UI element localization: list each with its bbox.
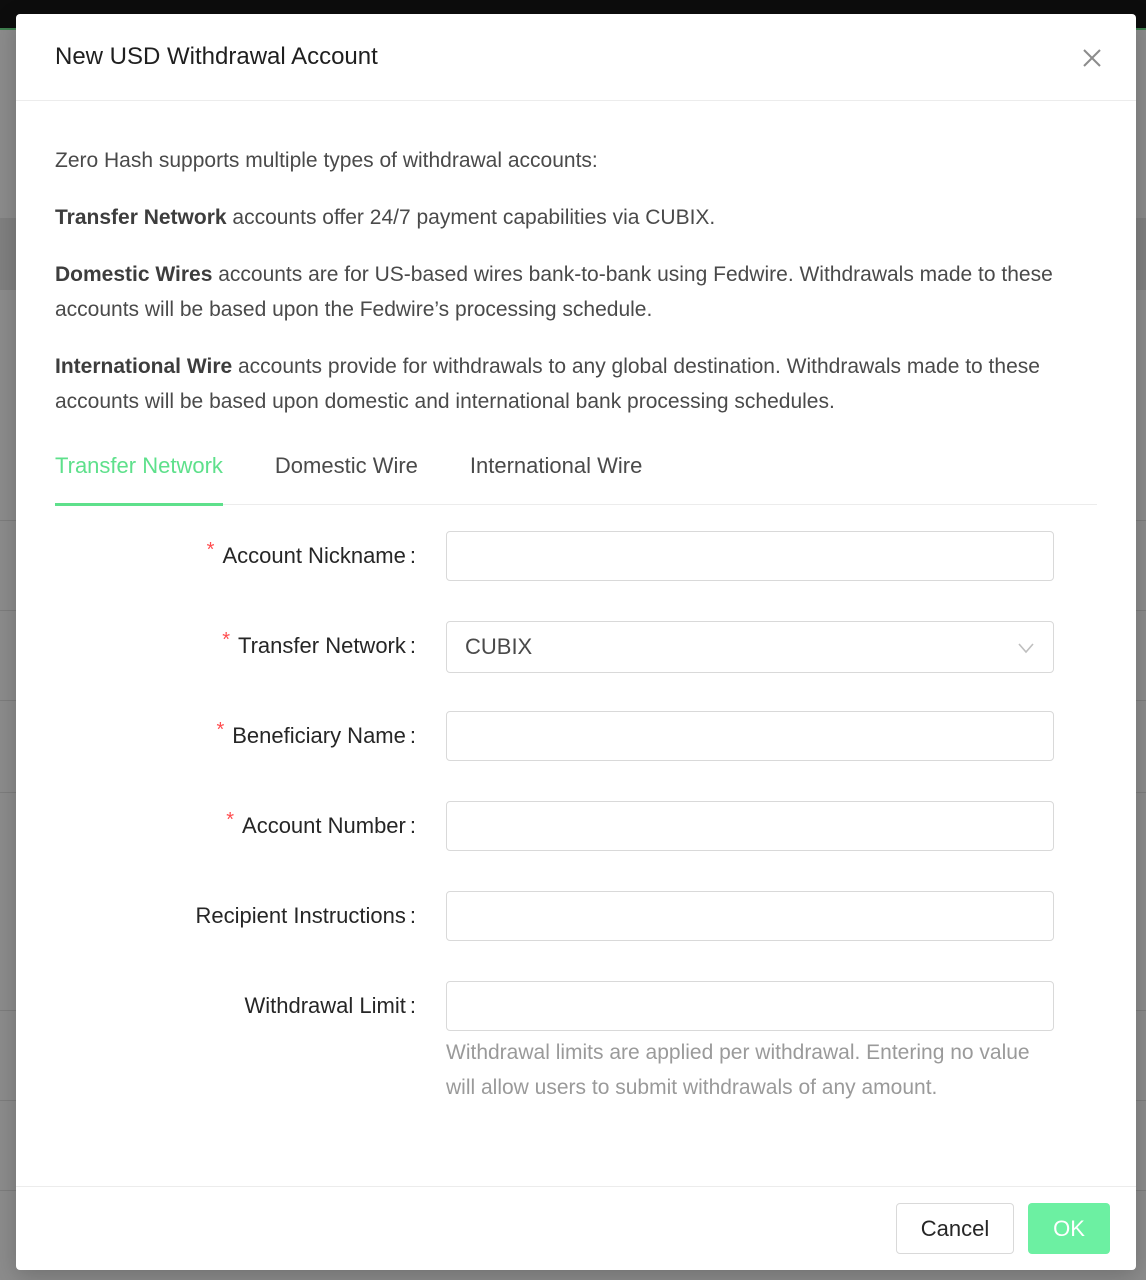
account-nickname-label: * Account Nickname : — [206, 538, 416, 568]
modal-title: New USD Withdrawal Account — [55, 43, 378, 70]
tab-international-wire[interactable]: International Wire — [469, 453, 643, 478]
transfer-network-label: * Transfer Network : — [222, 628, 416, 658]
new-withdrawal-account-modal — [16, 14, 1136, 1270]
description-international-wire: International Wire accounts provide for withdrawals to any global destination. Withdrawals made to these accounts will be based upon domestic and international bank processing schedules. — [55, 355, 1040, 413]
recipient-instructions-label: Recipient Instructions : — [195, 903, 416, 928]
tab-transfer-network[interactable]: Transfer Network — [55, 441, 223, 505]
withdrawal-limit-hint: Withdrawal limits are applied per withdrawal. Entering no value will allow users to submit withdrawals of any amount. — [446, 1041, 1030, 1099]
chevron-down-icon — [1017, 639, 1035, 657]
form-row-beneficiary-name — [55, 711, 1097, 761]
account-nickname-input[interactable] — [446, 531, 1054, 581]
ok-button[interactable]: OK — [1028, 1203, 1110, 1254]
beneficiary-name-input[interactable] — [446, 711, 1054, 761]
close-icon — [1082, 48, 1102, 68]
account-type-tabs — [55, 441, 1097, 505]
form-row-account-nickname — [55, 531, 1097, 581]
required-asterisk: * — [226, 808, 235, 831]
withdrawal-limit-label: Withdrawal Limit : — [244, 993, 416, 1018]
form-row-account-number — [55, 801, 1097, 851]
description-domestic-wires: Domestic Wires accounts are for US-based wires bank-to-bank using Fedwire. Withdrawals made to these accounts will be based upon the Fedwire’s processing schedule. — [55, 263, 1053, 321]
tab-domestic-wire[interactable]: Domestic Wire — [274, 453, 418, 478]
account-type-description — [55, 143, 1097, 419]
required-asterisk: * — [216, 718, 225, 741]
account-number-label: * Account Number : — [226, 808, 416, 838]
required-asterisk: * — [206, 538, 215, 561]
account-number-input[interactable] — [446, 801, 1054, 851]
intro-text: Zero Hash supports multiple types of withdrawal accounts: — [55, 149, 598, 172]
modal-header — [16, 14, 1136, 101]
required-asterisk: * — [222, 628, 230, 651]
form-row-withdrawal-limit — [55, 981, 1097, 1099]
beneficiary-name-label: * Beneficiary Name : — [216, 718, 416, 748]
transfer-network-selected-value: CUBIX — [465, 634, 533, 659]
modal-footer — [16, 1186, 1136, 1270]
form-row-transfer-network — [55, 621, 1097, 671]
cancel-button[interactable]: Cancel — [896, 1203, 1014, 1254]
close-button[interactable] — [1076, 42, 1108, 74]
modal-body — [16, 101, 1136, 1099]
transfer-network-select[interactable] — [446, 621, 1054, 673]
withdrawal-account-form — [55, 531, 1097, 1099]
withdrawal-limit-input[interactable] — [446, 981, 1054, 1031]
recipient-instructions-input[interactable] — [446, 891, 1054, 941]
form-row-recipient-instructions — [55, 891, 1097, 941]
description-transfer-network: Transfer Network accounts offer 24/7 payment capabilities via CUBIX. — [55, 206, 716, 229]
